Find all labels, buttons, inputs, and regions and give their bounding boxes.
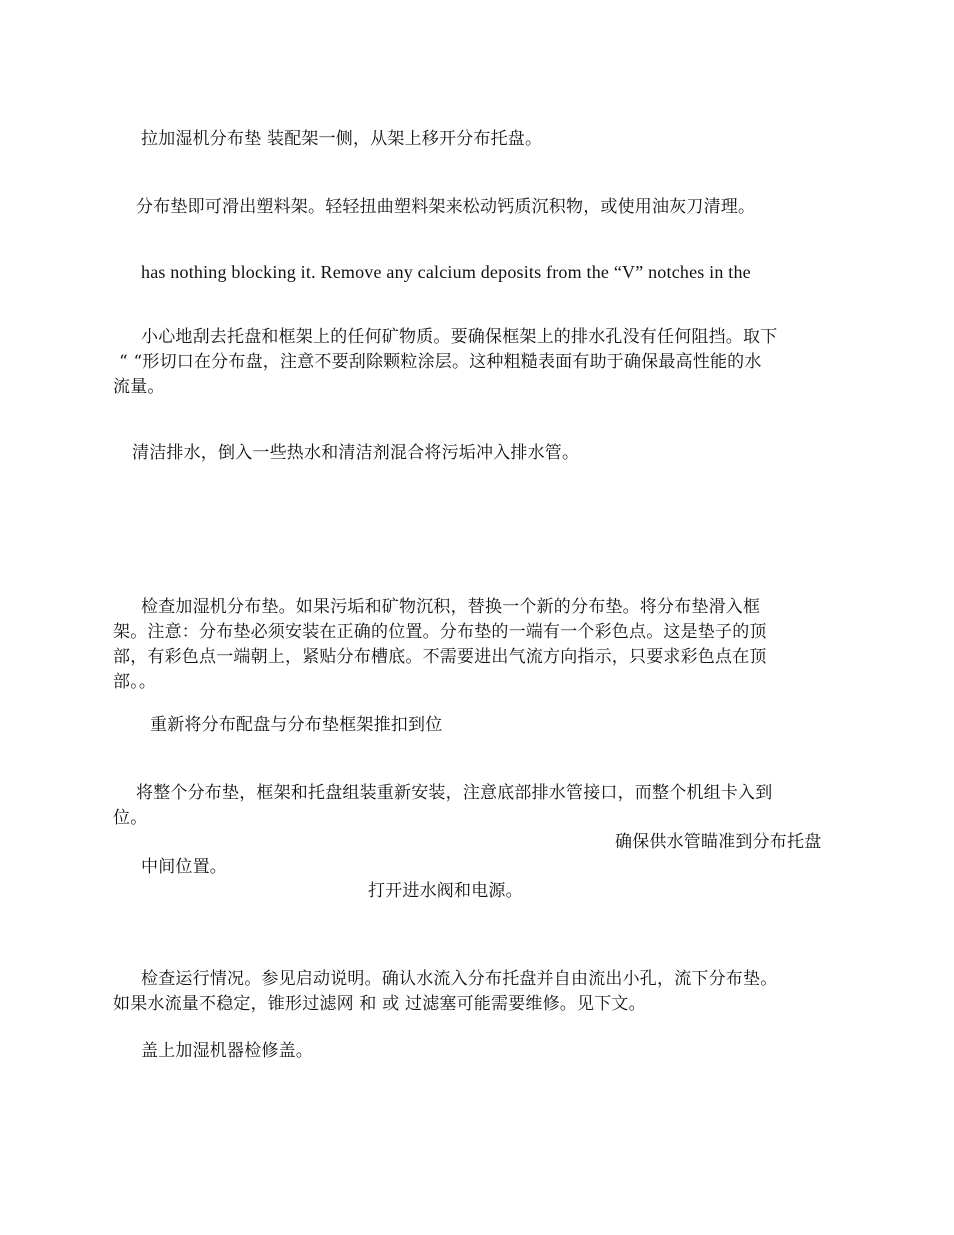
paragraph-clean-drain: 清洁排水，倒入一些热水和清洁剂混合将污垢冲入排水管。 [132,443,580,463]
paragraph-reinstall-line-5: 打开进水阀和电源。 [368,881,523,901]
paragraph-reinstall-line-1: 将整个分布垫，框架和托盘组装重新安装，注意底部排水管接口，而整个机组卡入到 [136,783,773,803]
paragraph-reinstall-line-4: 中间位置。 [141,857,227,877]
paragraph-push-tray: 重新将分布配盘与分布垫框架推扣到位 [150,715,443,735]
paragraph-english-fragment: has nothing blocking it. Remove any calcium deposits from the “V” notches in the [141,262,751,282]
paragraph-check-pad-line-1: 检查加湿机分布垫。如果污垢和矿物沉积，替换一个新的分布垫。将分布垫滑入框 [141,597,761,617]
paragraph-check-operation-line-1: 检查运行情况。参见启动说明。确认水流入分布托盘并自由流出小孔，流下分布垫。 [141,969,778,989]
paragraph-cover-access-panel: 盖上加湿机器检修盖。 [141,1041,313,1061]
paragraph-remove-tray: 拉加湿机分布垫 装配架一侧，从架上移开分布托盘。 [141,129,543,149]
paragraph-scrape-minerals-line-2: “ “形切口在分布盘，注意不要刮除颗粒涂层。这种粗糙表面有助于确保最高性能的水 [119,352,762,372]
paragraph-reinstall-line-3: 确保供水管瞄准到分布托盘 [615,832,822,852]
paragraph-slide-out-pad: 分布垫即可滑出塑料架。轻轻扭曲塑料架来松动钙质沉积物，或使用油灰刀清理。 [136,197,756,217]
paragraph-scrape-minerals-line-1: 小心地刮去托盘和框架上的任何矿物质。要确保框架上的排水孔没有任何阻挡。取下 [141,327,778,347]
paragraph-check-operation-line-2: 如果水流量不稳定，锥形过滤网 和 或 过滤塞可能需要维修。见下文。 [113,994,646,1014]
paragraph-scrape-minerals-line-3: 流量。 [113,377,165,397]
paragraph-reinstall-line-2: 位。 [113,808,148,828]
paragraph-check-pad-line-3: 部，有彩色点一端朝上，紧贴分布槽底。不需要进出气流方向指示，只要求彩色点在顶 [113,647,767,667]
paragraph-check-pad-line-4: 部。。 [113,672,157,692]
paragraph-check-pad-line-2: 架。注意：分布垫必须安装在正确的位置。分布垫的一端有一个彩色点。这是垫子的顶 [113,622,767,642]
